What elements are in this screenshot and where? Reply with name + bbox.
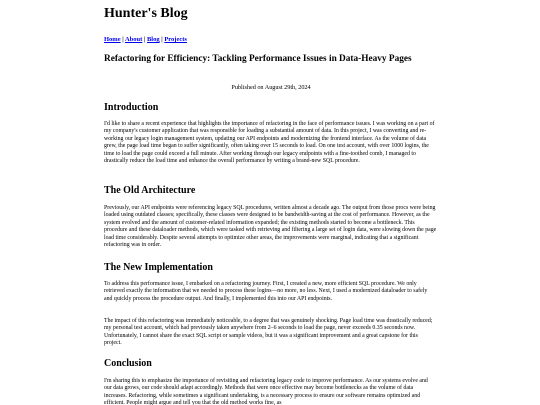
nav-separator: | xyxy=(142,36,147,43)
paragraph-conclusion: I'm sharing this to emphasize the importance of revisiting and refactoring legacy code to improve performance. As our systems evolve and our data grows, our code should adapt accordingly. Methods that were once effective may become bottlenecks as the volume of data increases. Refactoring, while sometimes a significant undertaking, is a necessary process to ensure our software remains optimized and efficient. People might argue and tell you that the old method works fine, as xyxy=(104,378,428,405)
section-heading-new-implementation: The New Implementation xyxy=(104,262,213,273)
section-heading-introduction: Introduction xyxy=(104,102,159,113)
nav-link-blog[interactable]: Blog xyxy=(146,36,160,43)
nav-separator: | xyxy=(120,36,125,43)
section-heading-old-architecture: The Old Architecture xyxy=(104,185,196,196)
published-date: Published on August 29th, 2024 xyxy=(231,84,311,91)
section-heading-conclusion: Conclusion xyxy=(104,358,152,369)
nav-separator: | xyxy=(159,36,165,43)
paragraph-introduction: I'd like to share a recent experience that highlights the importance of refactoring in the face of performance issues. I was working on a part of my company's customer application that was responsible for loading a substantial amount of data. In this project, I was converting and re-working our legacy login management system, updating our API endpoints and modernizing the frontend interface. As the volume of data grew, the page load time began to suffer significantly, often taking over 15 seconds to load. On one test account, with over 1000 logins, the time to load the page could exceed a full minute. After working through our legacy endpoints with a fine-toothed comb, I managed to drastically reduce the load time and enhance the overall performance by writing a brand-new SQL procedure. xyxy=(104,121,435,165)
site-title: Hunter's Blog xyxy=(104,6,188,21)
post-title: Refactoring for Efficiency: Tackling Performance Issues in Data-Heavy Pages xyxy=(104,54,412,64)
paragraph-new-implementation-2: The impact of this refactoring was immediately noticeable, to a degree that was genuinely shocking. Page load time was drastically reduced; my personal test account, which had previously taken anywhere from 2–6 seconds to load the page, never exceeds 0.35 seconds now. Unfortunately, I cannot share the exact SQL script or sample videos, but it was a significant improvement and a great capstone for this project. xyxy=(104,318,433,347)
paragraph-new-implementation-1: To address this performance issue, I embarked on a refactoring journey. First, I created a new, more efficient SQL procedure. We only retrieved exactly the information that we needed to process these logins—no more, no less. Next, I used a modernized dataloader to safely and quickly process the procedure output. And finally, I implemented this into our API endpoints. xyxy=(104,281,428,302)
main-nav xyxy=(104,36,187,44)
nav-link-projects[interactable]: Projects xyxy=(164,36,187,43)
paragraph-old-architecture: Previously, our API endpoints were referencing legacy SQL procedures, written almost a decade ago. The output from those procs were being loaded using outdated classes; specifically, these classes were designed to be bandwidth-saving at the cost of performance. However, as the system evolved and the amount of customer-related information expanded; the existing methods started to become a bottleneck. This procedure and these dataloader methods, which were tasked with retrieving and filtering a large set of login data, were slowing down the page load time considerably. Despite several attempts to optimize other areas, the improvements were marginal, indicating that a significant refactoring was in order. xyxy=(104,205,437,249)
nav-link-about[interactable]: About xyxy=(124,36,143,43)
nav-link-home[interactable]: Home xyxy=(104,36,121,43)
